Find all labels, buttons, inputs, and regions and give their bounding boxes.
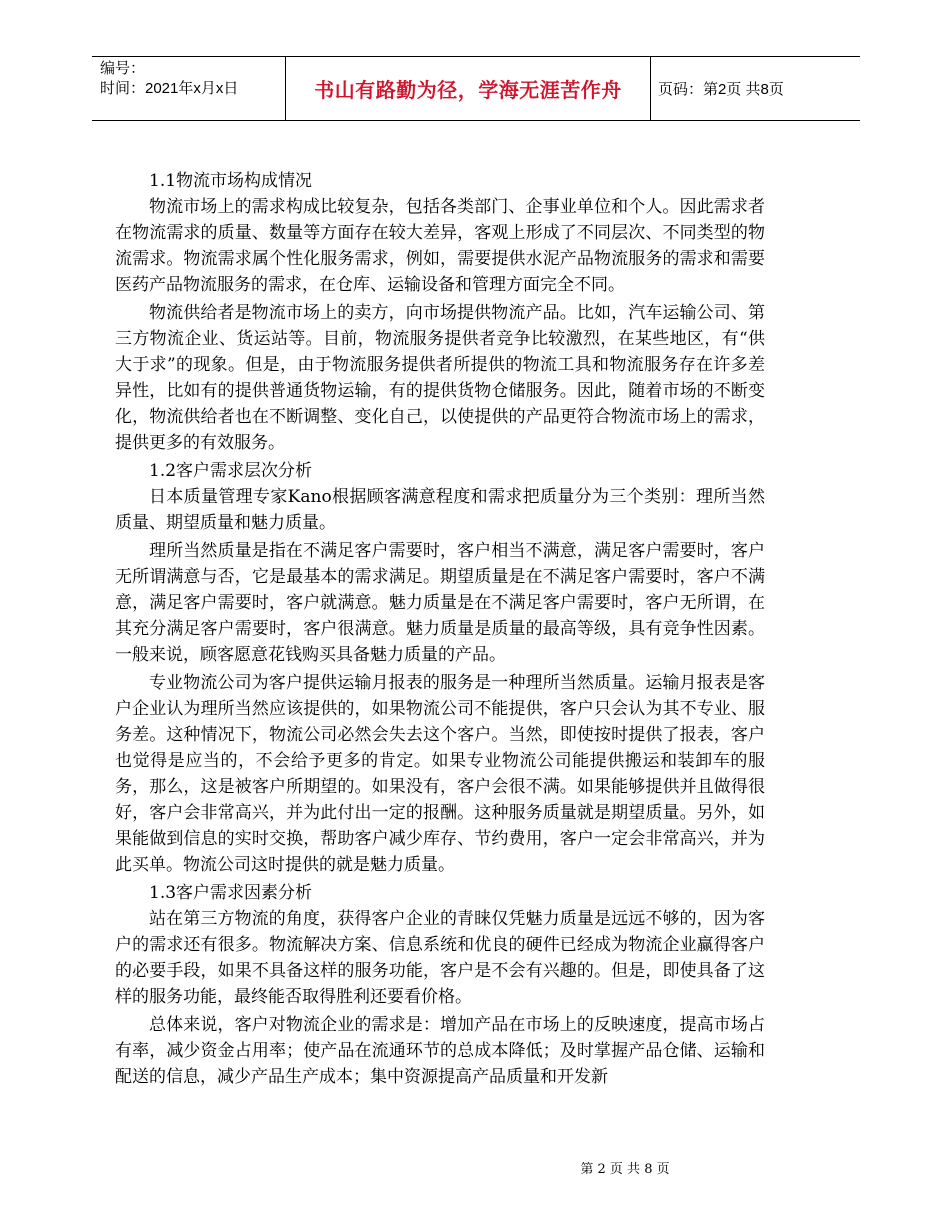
section-1-1 [115,168,765,456]
section-heading: 1.2客户需求层次分析 [149,461,313,481]
document-body [115,168,765,1092]
header-divider-right [650,56,651,121]
paragraph: 专业物流公司为客户提供运输月报表的服务是一种理所当然质量。运输月报表是客户企业认为理所当然应该提供的，如果物流公司不能提供，客户只会认为其不专业、服务差。这种情况下，物流公司必然会失去这个客户。当然，即使按时提供了报表，客户也觉得是应当的，不会给予更多的肯定。如果专业物流公司能提供搬运和装卸车的服务，那么，这是被客户所期望的。如果没有，客户会很不满。如果能够提供并且做得很好，客户会非常高兴，并为此付出一定的报酬。这种服务质量就是期望质量。另外，如果能做到信息的实时交换，帮助客户减少库存、节约费用，客户一定会非常高兴，并为此买单。物流公司这时提供的就是魅力质量。 [115,673,765,875]
document-time-label: 时间：2021年x月x日 [100,80,239,97]
document-number-label: 编号： [100,60,146,77]
header-meta [100,59,238,99]
section-1-3 [115,880,765,1090]
section-1-2 [115,458,765,878]
page-footer: 第 2 页 共 8 页 [580,1162,670,1177]
paragraph: 站在第三方物流的角度，获得客户企业的青睐仅凭魅力质量是远远不够的，因为客户的需求还有很多。物流解决方案、信息系统和优良的硬件已经成为物流企业赢得客户的必要手段，如果不具备这样的服务功能，客户是不会有兴趣的。但是，即使具备了这样的服务功能，最终能否取得胜利还要看价格。 [115,909,765,1007]
paragraph: 日本质量管理专家Kano根据顾客满意程度和需求把质量分为三个类别：理所当然质量、期望质量和魅力质量。 [115,487,765,533]
header-motto: 书山有路勤为径，学海无涯苦作舟 [314,78,622,102]
paragraph: 物流供给者是物流市场上的卖方，向市场提供物流产品。比如，汽车运输公司、第三方物流企业、货运站等。目前，物流服务提供者竞争比较激烈，在某些地区，有“供大于求”的现象。但是，由于物流服务提供者所提供的物流工具和物流服务存在许多差异性，比如有的提供普通货物运输，有的提供货物仓储服务。因此，随着市场的不断变化，物流供给者也在不断调整、变化自己，以使提供的产品更符合物流市场上的需求，提供更多的有效服务。 [115,303,765,453]
paragraph: 总体来说，客户对物流企业的需求是：增加产品在市场上的反映速度，提高市场占有率，减少资金占用率；使产品在流通环节的总成本降低；及时掌握产品仓储、运输和配送的信息，减少产品生产成本；集中资源提高产品质量和开发新 [115,1015,765,1087]
paragraph: 物流市场上的需求构成比较复杂，包括各类部门、企事业单位和个人。因此需求者在物流需求的质量、数量等方面存在较大差异，客观上形成了不同层次、不同类型的物流需求。物流需求属个性化服务需求，例如，需要提供水泥产品物流服务的需求和需要医药产品物流服务的需求，在仓库、运输设备和管理方面完全不同。 [115,197,765,295]
header-page-info: 页码：第2页 共8页 [658,81,784,98]
paragraph: 理所当然质量是指在不满足客户需要时，客户相当不满意，满足客户需要时，客户无所谓满意与否，它是最基本的需求满足。期望质量是在不满足客户需要时，客户不满意，满足客户需要时，客户就满意。魅力质量是在不满足客户需要时，客户无所谓，在其充分满足客户需要时，客户很满意。魅力质量是质量的最高等级，具有竞争性因素。一般来说，顾客愿意花钱购买具备魅力质量的产品。 [115,541,765,665]
section-heading: 1.3客户需求因素分析 [149,883,313,903]
section-heading: 1.1物流市场构成情况 [149,171,313,191]
